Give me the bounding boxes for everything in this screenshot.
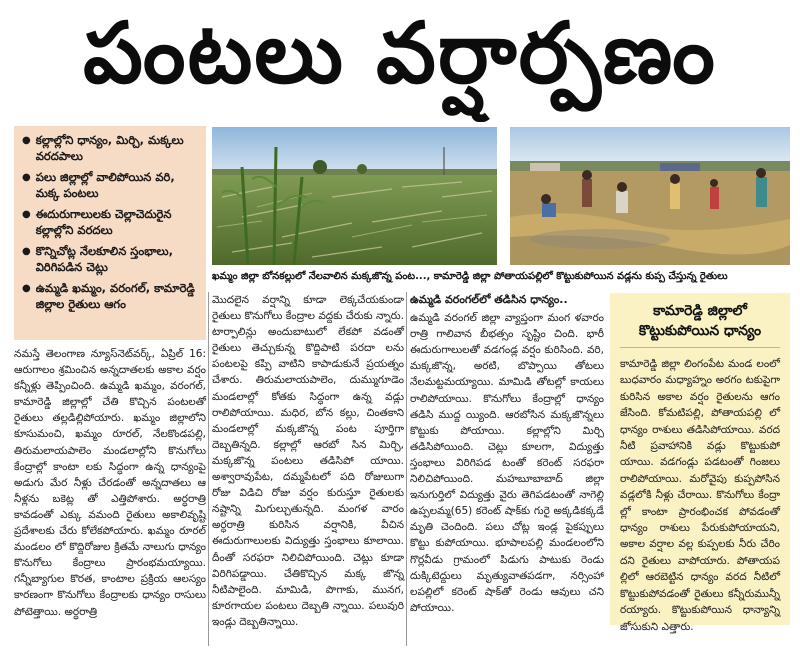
highlight-item [20, 280, 200, 312]
bullet-icon: ● [22, 209, 31, 220]
photo-caption: ఖమ్మం జిల్లా బోనకల్లులో నేలవాలిన మక్కజొన్న పంట..., కామారెడ్డి జిల్లా పోతాయపల్లిలో కొట్టుకుపోయిన వడ్లను కుప్ప చేస్తున్న రైతులు [212, 271, 728, 282]
bullet-icon: ● [22, 246, 31, 257]
highlight-text: పలు జిల్లాల్లో వాలిపోయిన వరి, మక్క పంటలు [35, 170, 175, 200]
sidebar-title: కామారెడ్డి జిల్లాలో కొట్టుకుపోయిన ధాన్యం [620, 301, 780, 348]
article-column-2 [212, 292, 404, 646]
highlights-box [14, 126, 206, 340]
article-column-1 [14, 346, 206, 646]
article-paragraph: నమస్తే తెలంగాణ న్యూస్‌నెట్‌వర్క్, ఏప్రిల్ 16: ఆరుగాలం శ్రమించిన అన్నదాతలకు అకాల వర్షం కన్నీళ్లు తెప్పించింది. ఉమ్మడి ఖమ్మం, వరంగల్, కామారెడ్డి జిల్లాల్లో చేతి కొచ్చిన పంటలతో రైతులు తల్లడిల్లిపోయారు. ఖమ్మం జిల్లాలోని కూసుమంచి, ఖమ్మం రూరల్, నేలకొండపల్లి, తిరుమలాయపాలెం మండలాల్లోని కొనుగోలు కేంద్రాల్లో కాంటా లకు సిద్ధంగా ఉన్న ధాన్యంపై అడుగు మేర నీళ్లు చేరడంతో అన్నదాతలు ఆ నీళ్లను బకెట్ల తో ఎత్తిపోశారు. అర్ధరాత్రి కావడంతో ఎక్కు వమంది రైతులు అకాలివృష్టి ప్రదేశాలకు చేరు కోలేకపోయారు. ఖమ్మం రూరల్ మండలం లో కొద్దిరోజుల క్రితమే నాలుగు ధాన్యం కొనుగోలు కేంద్రాలు ప్రారంభమయ్యాయి. గన్నీబ్యాగుల కొరత, కాంటాల ప్రక్రియ ఆలస్యం కారణంగా కొనుగోలు కేంద్రాలకు ధాన్యం రాసులు పోటెత్తాయి. అర్ధరాత్రి [14, 348, 206, 618]
highlight-text: కొన్నిచోట్ల నేలకూలిన స్తంభాలు, విరిగిపడిన చెట్లు [35, 244, 174, 274]
paddy-yard-illustration [510, 127, 790, 265]
highlight-item [20, 169, 200, 201]
highlight-text: ఈదురుగాలులకు చెల్లాచెదురైన కల్లాల్లోని వరదలు [35, 207, 172, 237]
photo-flattened-maize-crop [212, 127, 497, 265]
highlight-item [20, 243, 200, 275]
bullet-icon: ● [22, 135, 31, 146]
highlight-item [20, 132, 200, 164]
photo-farmers-collecting-paddy [510, 127, 790, 265]
column-divider [208, 292, 209, 646]
highlight-text: కల్లాల్లోని ధాన్యం, మిర్చి, మక్కలు వరదపాలు [35, 133, 184, 163]
highlight-item [20, 206, 200, 238]
article-column-3 [410, 292, 604, 646]
bullet-icon: ● [22, 172, 31, 183]
maize-field-illustration [212, 127, 497, 265]
bullet-icon: ● [22, 283, 31, 294]
sidebar-kamareddy [610, 293, 790, 633]
highlight-text: ఉమ్మడి ఖమ్మం, వరంగల్, కామారెడ్డి జిల్లాల రైతులు ఆగం [35, 281, 195, 311]
subheading-warangal: ఉమ్మడి వరంగల్‌లో తడిసిన ధాన్యం.. [410, 293, 568, 306]
page-headline: పంటలు వర్షార్పణం [83, 4, 717, 102]
column-divider [406, 292, 407, 646]
sidebar-body: కామారెడ్డి జిల్లా లింగంపేట మండ లంలో బుధవారం మధ్యాహ్నం అరగం టకుపైగా కురిసిన అకాల వర్షం రైతులను ఆగం జేసింది. కోమటిపల్లి, పోతాయపల్లి లో ధాన్యం రాశులు తడిసిపోయాయి. వరద నీటి ప్రవాహానికి వడ్లు కొట్టుకుపో యాయి. వడగండ్లు పడటంతో గింజలు రాలిపోయాయి. మరోవైపు కుప్పపోసిన వడ్లలోకి నీళ్లు చేరాయి. కొనుగోలు కేంద్రా ల్లో కాంటా ప్రారంభించక పోవడంతో ధాన్యం రాశులు పేరుకుపోయాయని, అకాల వర్షాల వల్ల కుప్పలకు నీరు చేరిం దని రైతులు వాపోయారు. పోతాయప ల్లిలో ఆరబెట్టిన ధాన్యం వరద నీటిలో కొట్టుకుపోవడంతో రైతులు కన్నీరుమున్నీ రయ్యారు. కొట్టుకుపోయిన ధాన్యాన్ని జోసుకుని ఎత్తారు. [620, 358, 780, 633]
article-paragraph: మొదలైన వర్షాన్ని కూడా లెక్కచేయకుండా రైతులు కొనుగోలు కేంద్రాల వద్దకు చేరుకు న్నారు. టార్పాలిన్లు అందుబాటులో లేకపో వడంతో రైతులు తెచ్చుకున్న కొద్దిపాటి పరదా లను పంటలపై కప్పి వాటిని కాపాడుకునే ప్రయత్నం చేశారు. తిరుమలాయపాలెం, దుమ్ముగూడెం మండలాల్లో కోతకు సిద్ధంగా ఉన్న వడ్లు రాలిపోయాయి. మధిర, బోన కల్లు, చింతకాని మండలాల్లో మక్కజొన్న పంట పూర్తిగా దెబ్బతిన్నది. కల్లాల్లో ఆరబో సిన మిర్చి, మక్కజొన్న పంటలు తడిసిపో యాయి. అశ్వారావుపేట, దమ్మపేటలో పది రోజులుగా రోజు విడిచి రోజు వర్షం కురుస్తూ రైతులకు నష్టాన్ని మిగుల్చుతున్నది. మంగళ వారం అర్ధరాత్రి కురిసిన వర్షానికి, వీచిన ఈదురుగాలులకు విద్యుత్తు స్తంభాలు కూలాయి. దీంతో సరఫరా నిలిచిపోయింది. చెట్లు కూడా విరిగిపడ్డాయి. చేతికొచ్చిన మక్క జొన్న నీటిపాలైంది. మామిడి, పొగాకు, మునగ, కూరగాయల పంటలు దెబ్బతి న్నాయి. పలువురి ఇండ్లు దెబ్బతిన్నాయి. [212, 294, 404, 628]
article-paragraph: ఉమ్మడి వరంగల్ జిల్లా వ్యాప్తంగా మంగ ళవారం రాత్రి గాలివాన బీభత్సం సృష్టిం చింది. భారీ ఈదురుగాలులతో వడగండ్ల వర్షం కురిసింది. వరి, మక్కజొన్న, అరటి, బొప్పాయి తోటలు నేలమట్టమయ్యాయి. మామిడి తోటల్లో కాయలు రాలిపోయాయి. కొనుగోలు కేంద్రాల్లో ధాన్యం తడిసి ముద్ద య్యింది. ఆరబోసిన మక్కజొన్నలు కొట్టుకు పోయాయి. కల్లాల్లోని మిర్చి తడిసిపోయింది. చెట్లు కూలగా, విద్యుత్తు స్తంభాలు విరిగిపడ టంతో కరెంట్ సరఫరా నిలిచిపోయింది. మహబూబాబాద్ జిల్లా ఇనుగుర్తిలో విద్యుత్తు వైరు తెగిపడటంతో నాగెల్లి ఉప్పలమ్మ(65) కరెంట్ షాక్‌కు గురై అక్కడికక్కడే మృతి చెందింది. పలు చోట్ల ఇండ్ల పైకప్పులు కొట్టు కుపోయాయి. భూపాలపల్లి మండలంలోని గొర్లవీడు గ్రామంలో పిడుగు పాటుకు రెండు దుక్కిటెద్దులు మృత్యువాతపడగా, నర్సింహా లపల్లిలో కరెంట్ షాక్‌తో రెండు ఆవులు చని పోయాయి. [410, 312, 604, 614]
